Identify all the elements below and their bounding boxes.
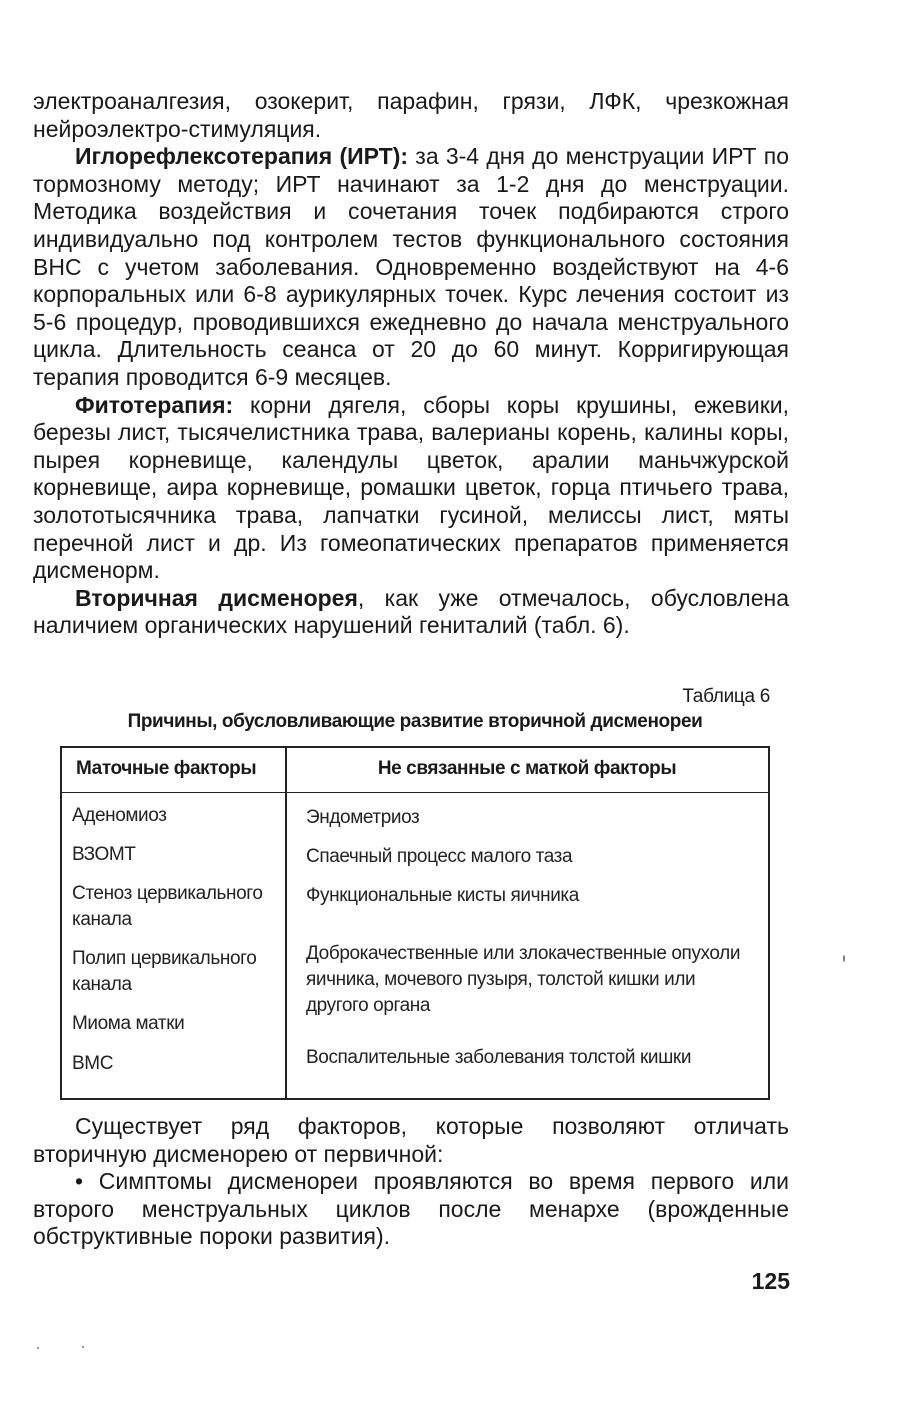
table-cell-uterine: Аденомиоз xyxy=(72,805,167,826)
paragraph-bold-lead: Иглорефлексотерапия (ИРТ): xyxy=(75,143,409,170)
table-header-non-uterine: Не связанные с маткой факторы xyxy=(377,758,677,779)
table-cell-non-uterine: Спаечный процесс малого таза xyxy=(306,846,573,867)
paragraph-text: Существует ряд факторов, которые позволяют отличать вторичную дисменорею от первичной: xyxy=(33,1113,789,1167)
paragraph-text: электроаналгезия, озокерит, парафин, грязи, ЛФК, чрезкожная нейроэлектро-стимуляция. xyxy=(33,88,789,142)
paragraph-bold-lead: Вторичная дисменорея xyxy=(75,584,358,611)
table-cell-non-uterine: Доброкачественные или злокачественные опухоли яичника, мочевого пузыря, толстой кишки или другого органа xyxy=(306,943,741,1016)
table-header-row xyxy=(62,748,768,793)
paragraph xyxy=(33,392,789,585)
bullet-paragraph xyxy=(33,1168,789,1251)
scan-speck xyxy=(37,1347,39,1349)
table-cell-uterine: Миома матки xyxy=(72,1013,185,1034)
paragraph-text: за 3-4 дня до менструации ИРТ по тормозному методу; ИРТ начинают за 1-2 дня до менструации. Методика воздействия и сочетания точек подбираются строго индивидуально под контролем тестов функционального состояния ВНС с учетом заболевания. Одновременно воздействуют на 4-6 корпоральных или 6-8 аурикулярных точек. Курс лечения состоит из 5-6 процедур, проводившихся ежедневно до начала менструального цикла. Длительность сеанса от 20 до 60 минут. Корригирующая терапия проводится 6-9 месяцев. xyxy=(33,143,789,390)
scan-speck xyxy=(82,1346,84,1348)
paragraph xyxy=(33,143,789,391)
paragraph xyxy=(33,88,789,143)
body-text-bottom xyxy=(33,1113,789,1251)
table-cell-non-uterine: Функциональные кисты яичника xyxy=(306,885,579,906)
paragraph-text: • Симптомы дисменореи проявляются во время первого или второго менструальных циклов после менархе (врожденные обструктивные пороки развития). xyxy=(33,1168,789,1250)
paragraph-bold-lead: Фитотерапия: xyxy=(75,391,234,418)
table-caption-number: Таблица 6 xyxy=(682,686,770,707)
table-cell-uterine: ВМС xyxy=(72,1053,114,1074)
paragraph-text: , как уже отмечалось, обусловлена наличием органических нарушений гениталий (табл. 6). xyxy=(33,584,789,639)
table-cell-uterine: Полип цервикального канала xyxy=(72,948,257,995)
table-cell-non-uterine: Воспалительные заболевания толстой кишки xyxy=(306,1047,692,1068)
paragraph-text: корни дягеля, сборы коры крушины, ежевики, березы лист, тысячелистника трава, валерианы корень, калины коры, пырея корневище, календулы цветок, аралии маньчжурской корневище, аира корневище, ромашки цветок, горца птичьего трава, золототысячника трава, лапчатки гусиной, мелиссы лист, мяты перечной лист и др. Из гомеопатических препаратов применяется дисменорм. xyxy=(33,391,789,584)
paragraph xyxy=(33,1113,789,1168)
table-title: Причины, обусловливающие развитие вторичной дисменореи xyxy=(127,711,703,732)
paragraph xyxy=(33,585,789,640)
causes-table xyxy=(60,746,770,1100)
body-text-top xyxy=(33,88,789,640)
table-header-uterine: Маточные факторы xyxy=(76,758,257,779)
table-column-divider xyxy=(285,748,287,1098)
scan-speck xyxy=(843,955,845,962)
table-cell-non-uterine: Эндометриоз xyxy=(306,807,420,828)
table-cell-uterine: Стеноз цервикального канала xyxy=(72,883,263,930)
table-cell-uterine: ВЗОМТ xyxy=(72,844,136,865)
page-number: 125 xyxy=(751,1268,790,1294)
